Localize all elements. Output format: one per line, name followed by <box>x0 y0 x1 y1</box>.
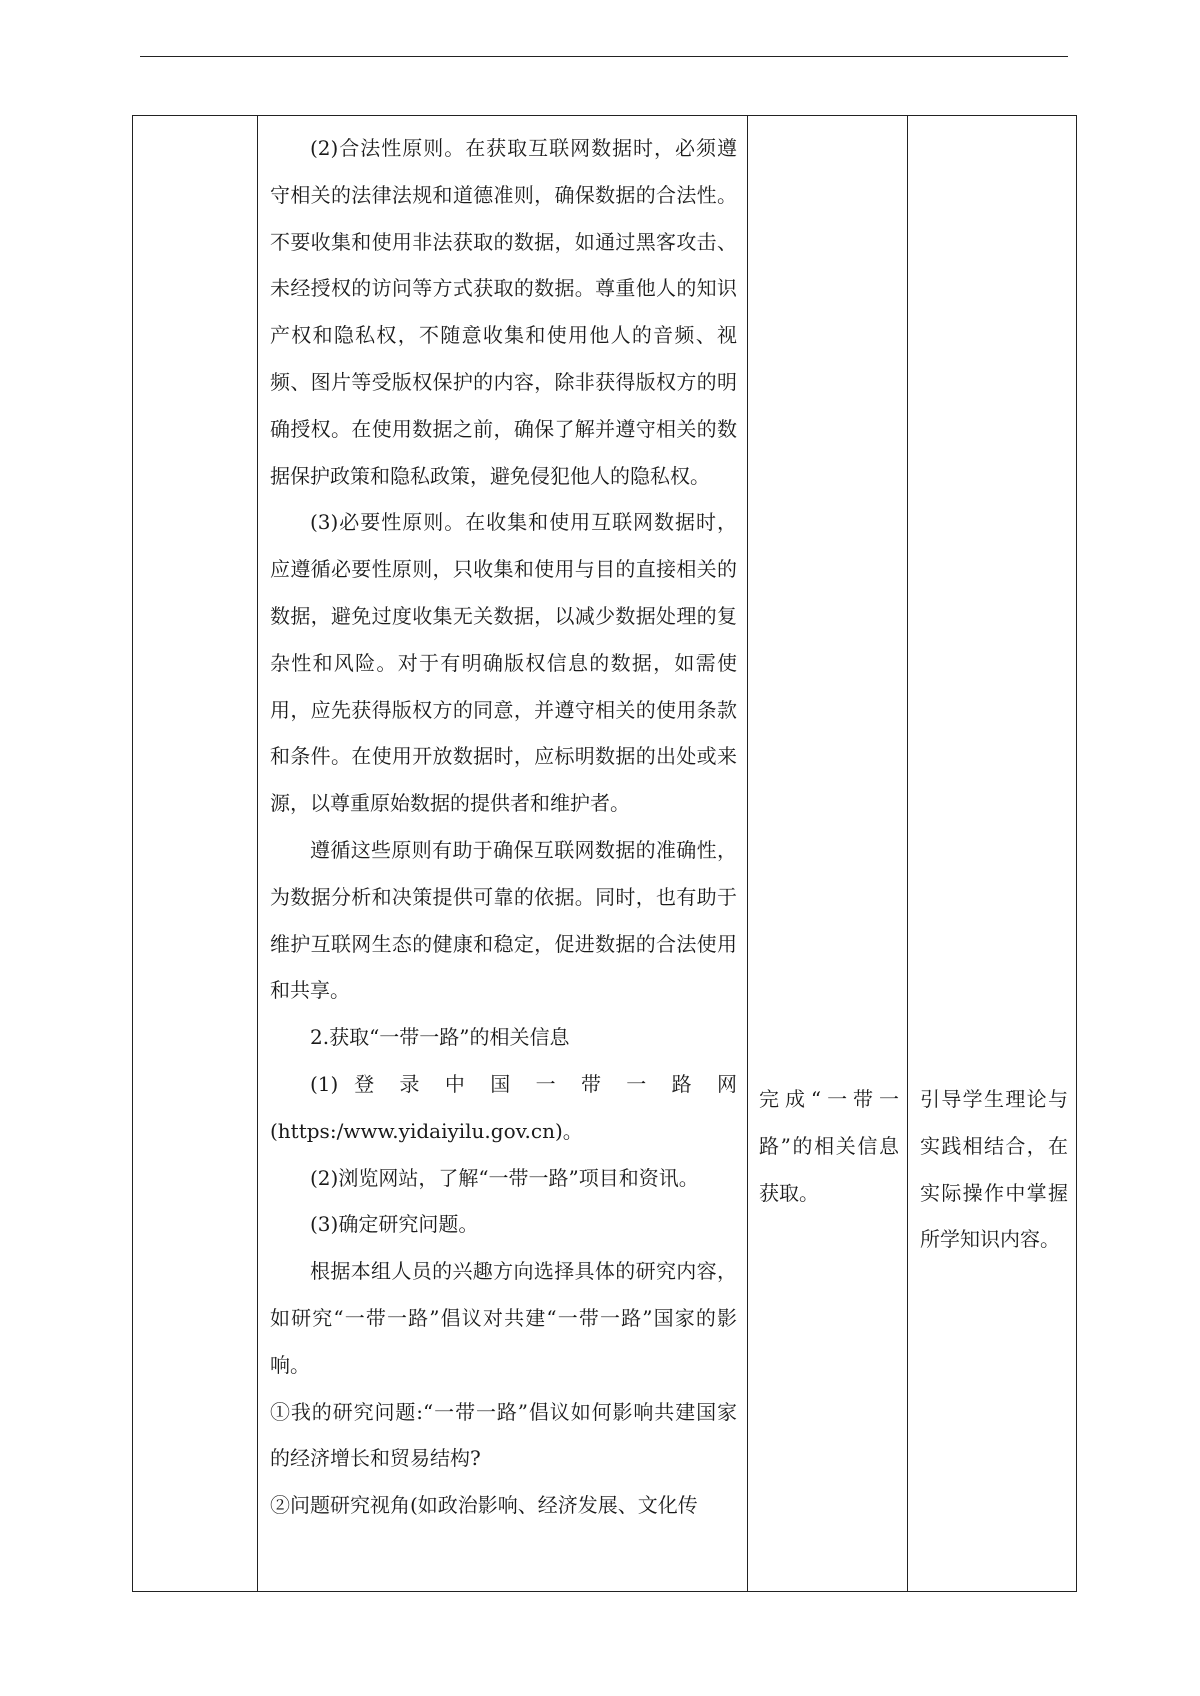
step-1-login: (1) 登 录 中 国 一 带 一 路 网 <box>310 1071 737 1096</box>
student-activity-cell <box>748 116 908 1592</box>
step-3-define: (3)确定研究问题。 <box>310 1212 479 1237</box>
teaching-content-cell <box>258 116 748 1592</box>
paragraph-legality-principle: (2)合法性原则。在获取互联网数据时，必须遵守相关的法律法规和道德准则，确保数据的合法性。不要收集和使用非法获取的数据，如通过黑客攻击、未经授权的访问等方式获取的数据。尊重他人的知识产权和隐私权，不随意收集和使用他人的音频、视频、图片等受版权保护的内容，除非获得版权方的明确授权。在使用数据之前，确保了解并遵守相关的数据保护政策和隐私政策，避免侵犯他人的隐私权。 <box>270 136 737 488</box>
design-intent-text: 引导学生理论与实践相结合，在实际操作中掌握所学知识内容。 <box>920 1087 1068 1252</box>
table-row <box>133 116 1077 1592</box>
lesson-plan-table <box>132 115 1077 1592</box>
paragraph-choose-topic: 根据本组人员的兴趣方向选择具体的研究内容，如研究“一带一路”倡议对共建“一带一路”国家的影响。 <box>270 1259 737 1377</box>
paragraph-necessity-principle: (3)必要性原则。在收集和使用互联网数据时，应遵循必要性原则，只收集和使用与目的直接相关的数据，避免过度收集无关数据，以减少数据处理的复杂性和风险。对于有明确版权信息的数据，如需使用，应先获得版权方的同意，并遵守相关的使用条款和条件。在使用开放数据时，应标明数据的出处或来源，以尊重原始数据的提供者和维护者。 <box>270 510 737 816</box>
paragraph-summary: 遵循这些原则有助于确保互联网数据的准确性，为数据分析和决策提供可靠的依据。同时，也有助于维护互联网生态的健康和稳定，促进数据的合法使用和共享。 <box>270 837 737 1003</box>
header-rule <box>140 56 1068 57</box>
student-activity-text: 完成“一带一路”的相关信息获取。 <box>759 1087 899 1205</box>
step-1-url: (https:/www.yidaiyilu.gov.cn)。 <box>270 1118 583 1143</box>
step-2-browse: (2)浏览网站，了解“一带一路”项目和资讯。 <box>310 1165 699 1190</box>
stage-column-cell <box>133 116 258 1592</box>
task-heading: 2.获取“一带一路”的相关信息 <box>310 1025 570 1050</box>
research-question-2: ②问题研究视角(如政治影响、经济发展、文化传 <box>270 1493 698 1518</box>
research-question-1: ①我的研究问题:“一带一路”倡议如何影响共建国家的经济增长和贸易结构? <box>270 1399 737 1471</box>
teaching-content <box>270 116 737 1529</box>
design-intent-cell <box>908 116 1077 1592</box>
